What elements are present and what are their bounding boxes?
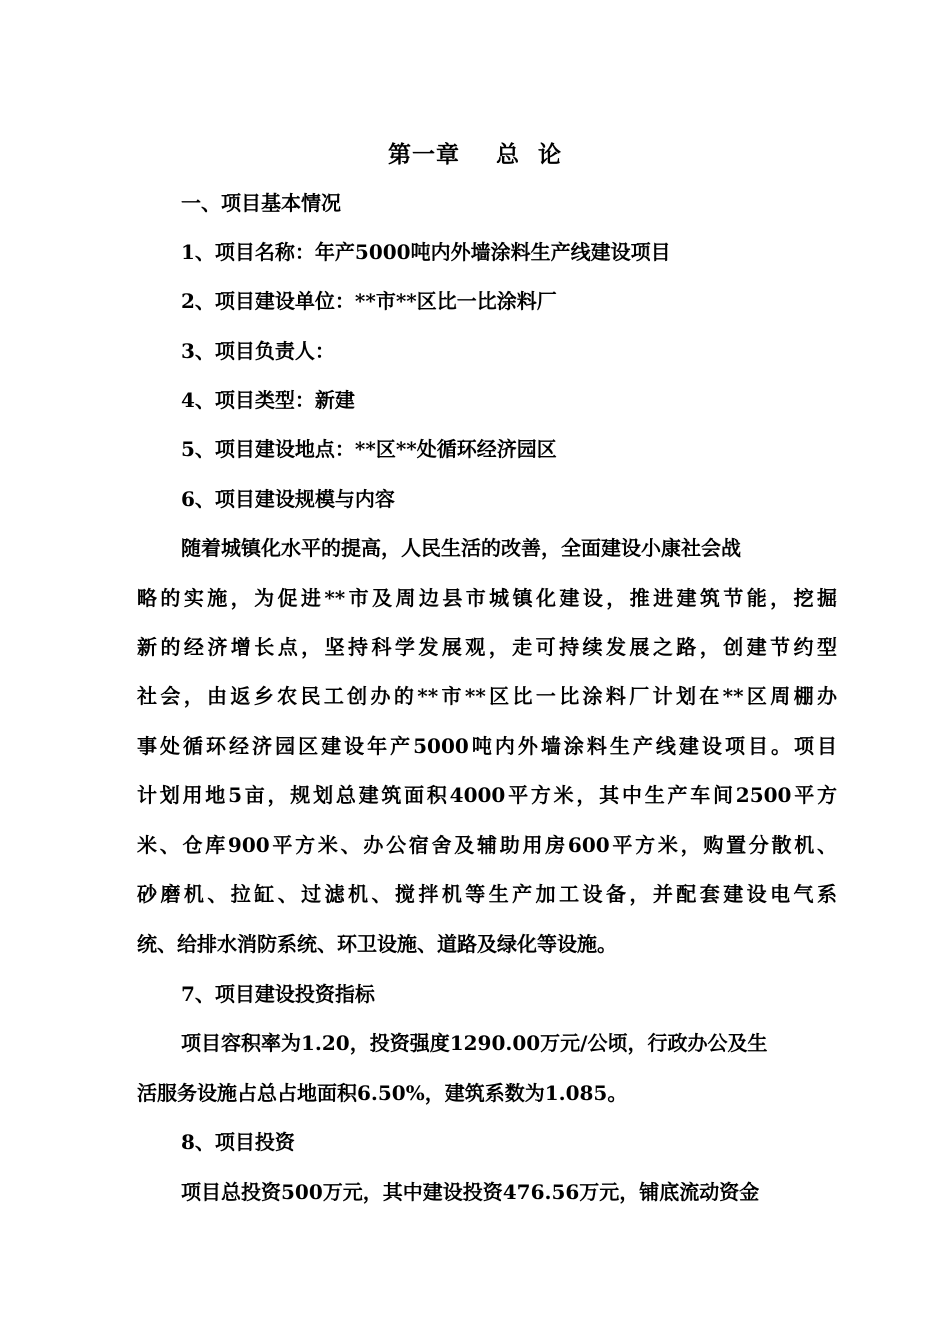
paragraph-line: 事处循环经济园区建设年产5000吨内外墙涂料生产线建设项目。项目 — [137, 734, 837, 758]
paragraph-line: 项目总投资500万元，其中建设投资476.56万元，铺底流动资金 — [181, 1180, 760, 1204]
item-project-name: 1、项目名称：年产5000吨内外墙涂料生产线建设项目 — [181, 240, 671, 264]
paragraph-line: 项目容积率为1.20，投资强度1290.00万元/公顷，行政办公及生 — [181, 1031, 768, 1055]
paragraph-line: 统、给排水消防系统、环卫设施、道路及绿化等设施。 — [137, 932, 617, 956]
item-investment-indicators-heading: 7、项目建设投资指标 — [181, 982, 375, 1006]
item-scale-heading: 6、项目建设规模与内容 — [181, 487, 395, 511]
paragraph-line: 新的经济增长点，坚持科学发展观，走可持续发展之路，创建节约型 — [137, 635, 837, 659]
item-project-location: 5、项目建设地点：**区**处循环经济园区 — [181, 437, 557, 461]
item-construction-unit: 2、项目建设单位：**市**区比一比涂料厂 — [181, 289, 557, 313]
paragraph-line: 社会，由返乡农民工创办的**市**区比一比涂料厂计划在**区周棚办 — [137, 684, 837, 708]
paragraph-line: 砂磨机、拉缸、过滤机、搅拌机等生产加工设备，并配套建设电气系 — [137, 882, 837, 906]
section-heading: 一、项目基本情况 — [181, 191, 341, 215]
paragraph-line: 米、仓库900平方米、办公宿舍及辅助用房600平方米，购置分散机、 — [137, 833, 837, 857]
paragraph-line: 随着城镇化水平的提高，人民生活的改善，全面建设小康社会战 — [181, 536, 741, 560]
chapter-title: 第一章 总 论 — [387, 141, 563, 168]
item-project-leader: 3、项目负责人： — [181, 339, 335, 363]
paragraph-line: 计划用地5亩，规划总建筑面积4000平方米，其中生产车间2500平方 — [137, 783, 837, 807]
paragraph-line: 略的实施，为促进**市及周边县市城镇化建设，推进建筑节能，挖掘 — [137, 586, 837, 610]
item-project-type: 4、项目类型：新建 — [181, 388, 355, 412]
item-investment-heading: 8、项目投资 — [181, 1130, 295, 1154]
paragraph-line: 活服务设施占总占地面积6.50%，建筑系数为1.085。 — [137, 1081, 628, 1105]
